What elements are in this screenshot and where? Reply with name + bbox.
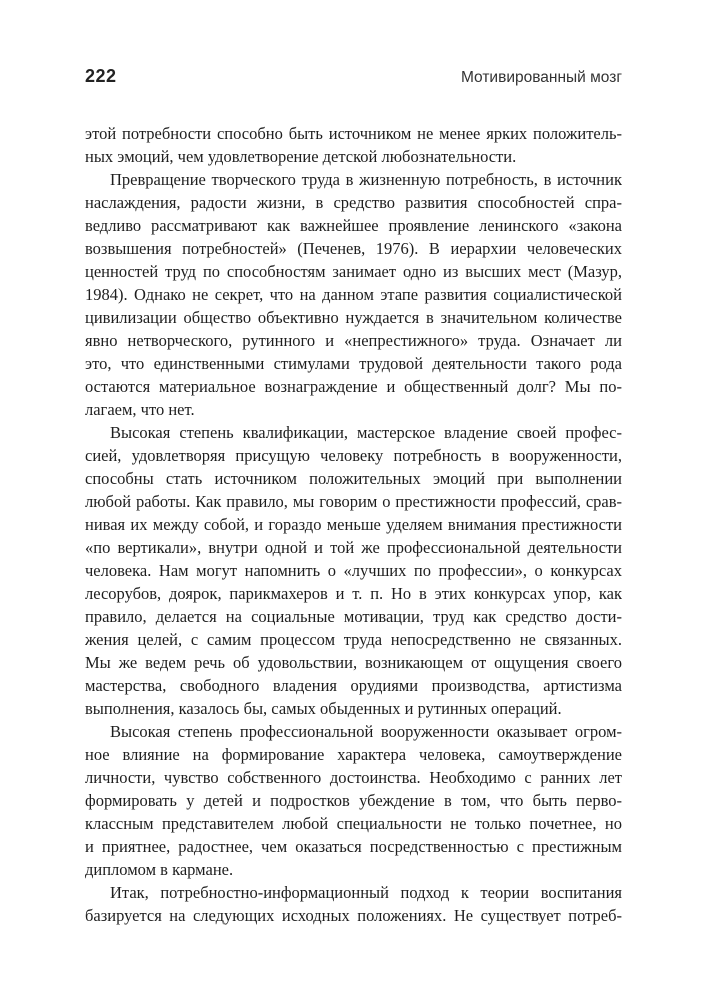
text-line: Превращение творческого труда в жизненную потребность, в источник bbox=[110, 170, 622, 189]
text-line: лесорубов, доярок, парикмахеров и т. п. Но в этих конкурсах упор, как bbox=[85, 584, 622, 603]
text-line: цивилизации общество объективно нуждается в значительном количестве bbox=[85, 308, 622, 327]
text-line: остаются материальное вознаграждение и общественный долг? Мы по- bbox=[85, 377, 622, 396]
text-line: наслаждения, радости жизни, в средство развития способностей спра- bbox=[85, 193, 622, 212]
text-line: нивая их между собой, и гораздо меньше уделяем внимания престижности bbox=[85, 515, 622, 534]
text-line: это, что единственными стимулами трудовой деятельности такого рода bbox=[85, 354, 622, 373]
text-line: ных эмоций, чем удовлетворение детской любознательности. bbox=[85, 147, 517, 166]
text-line: выполнения, казалось бы, самых обыденных и рутинных операций. bbox=[85, 699, 562, 718]
text-line: дипломом в кармане. bbox=[85, 860, 234, 879]
text-line: личности, чувство собственного достоинства. Необходимо с ранних лет bbox=[85, 768, 622, 787]
text-line: Высокая степень профессиональной вооруженности оказывает огром- bbox=[110, 722, 622, 741]
text-line: формировать у детей и подростков убеждение в том, что быть перво- bbox=[85, 791, 622, 810]
running-title: Мотивированный мозг bbox=[460, 69, 622, 86]
text-line: явно нетворческого, рутинного и «непрестижного» труда. Означает ли bbox=[85, 331, 622, 350]
text-line: и приятнее, радостнее, чем оказаться посредственностью с престижным bbox=[85, 837, 622, 856]
text-line: возвышения потребностей» (Печенев, 1976). В иерархии человеческих bbox=[85, 239, 622, 258]
text-line: Высокая степень квалификации, мастерское владение своей профес- bbox=[110, 423, 622, 442]
text-line: ведливо рассматривают как важнейшее проявление ленинского «закона bbox=[85, 216, 622, 235]
text-line: способны стать источником положительных эмоций при выполнении bbox=[85, 469, 622, 488]
text-line: жения целей, с самим процессом труда непосредственно не связанных. bbox=[85, 630, 622, 649]
text-line: «по вертикали», внутри одной и той же профессиональной деятельности bbox=[85, 538, 622, 557]
text-line: Мы же ведем речь об удовольствии, возникающем от ощущения своего bbox=[85, 653, 622, 672]
page-header bbox=[85, 66, 622, 87]
text-line: лагаем, что нет. bbox=[85, 400, 195, 419]
text-line: этой потребности способно быть источником не менее ярких положитель- bbox=[85, 124, 622, 143]
text-line: классным представителем любой специальности не только почетнее, но bbox=[85, 814, 622, 833]
text-line: мастерства, свободного владения орудиями производства, артистизма bbox=[85, 676, 622, 695]
text-line: ценностей труд по способностям занимает одно из высших мест (Мазур, bbox=[85, 262, 622, 281]
text-line: Итак, потребностно-информационный подход к теории воспитания bbox=[110, 883, 622, 902]
text-line: сией, удовлетворяя присущую человеку потребность в вооруженности, bbox=[85, 446, 622, 465]
text-line: человека. Нам могут напомнить о «лучших по профессии», о конкурсах bbox=[85, 561, 622, 580]
page-number: 222 bbox=[85, 66, 117, 86]
text-line: 1984). Однако не секрет, что на данном этапе развития социалистической bbox=[85, 285, 622, 304]
text-line: базируется на следующих исходных положениях. Не существует потреб- bbox=[85, 906, 622, 925]
text-line: правило, делается на социальные мотивации, труд как средство дости- bbox=[85, 607, 622, 626]
page-body-text bbox=[85, 122, 622, 927]
text-line: любой работы. Как правило, мы говорим о престижности профессий, срав- bbox=[85, 492, 622, 511]
text-line: ное влияние на формирование характера человека, самоутверждение bbox=[85, 745, 622, 764]
